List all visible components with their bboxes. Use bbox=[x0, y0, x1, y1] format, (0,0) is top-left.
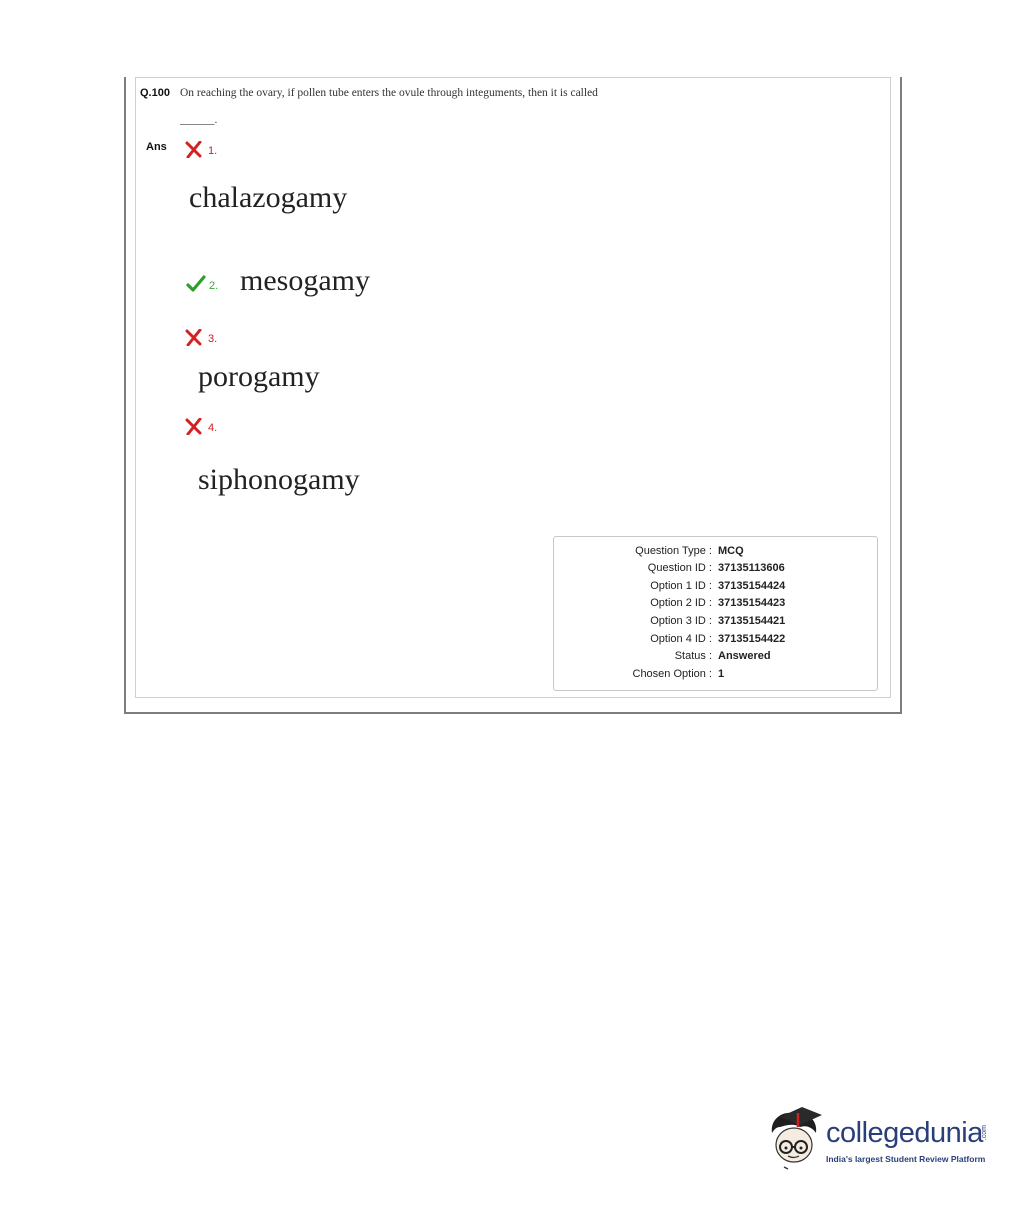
check-icon bbox=[186, 275, 206, 293]
question-blank: ______. bbox=[180, 114, 218, 126]
answer-label: Ans bbox=[146, 141, 167, 153]
logo-tagline: India's largest Student Review Platform bbox=[826, 1154, 986, 1164]
info-row-question-id: Question ID : 37135113606 bbox=[647, 562, 785, 574]
info-row-option-2-id: Option 2 ID : 37135154423 bbox=[650, 597, 786, 609]
info-row-option-4-id: Option 4 ID : 37135154422 bbox=[650, 633, 786, 645]
info-row-option-1-id: Option 1 ID : 37135154424 bbox=[650, 580, 786, 592]
mascot-icon bbox=[766, 1103, 826, 1173]
option-4-text: siphonogamy bbox=[198, 463, 360, 496]
option-3-number: 3. bbox=[208, 333, 218, 345]
info-row-question-type: Question Type : MCQ bbox=[635, 545, 744, 557]
collegedunia-logo bbox=[766, 1103, 996, 1173]
question-number: Q.100 bbox=[140, 87, 170, 99]
cross-icon bbox=[185, 141, 203, 158]
info-row-status: Status : Answered bbox=[674, 650, 771, 662]
option-1-text: chalazogamy bbox=[189, 181, 348, 214]
option-2-text: mesogamy bbox=[240, 264, 370, 297]
info-row-chosen-option: Chosen Option : 1 bbox=[632, 668, 725, 680]
option-3-text: porogamy bbox=[198, 360, 320, 393]
option-2-number: 2. bbox=[209, 280, 219, 292]
cross-icon bbox=[185, 418, 203, 435]
info-row-option-3-id: Option 3 ID : 37135154421 bbox=[650, 615, 786, 627]
option-1-number: 1. bbox=[208, 145, 218, 157]
logo-wordmark: collegedunia bbox=[826, 1117, 983, 1149]
cross-icon bbox=[185, 329, 203, 346]
option-4-number: 4. bbox=[208, 422, 218, 434]
question-text: On reaching the ovary, if pollen tube enters the ovule through integuments, then it is called bbox=[180, 87, 598, 99]
logo-suffix: .com bbox=[981, 1125, 988, 1141]
